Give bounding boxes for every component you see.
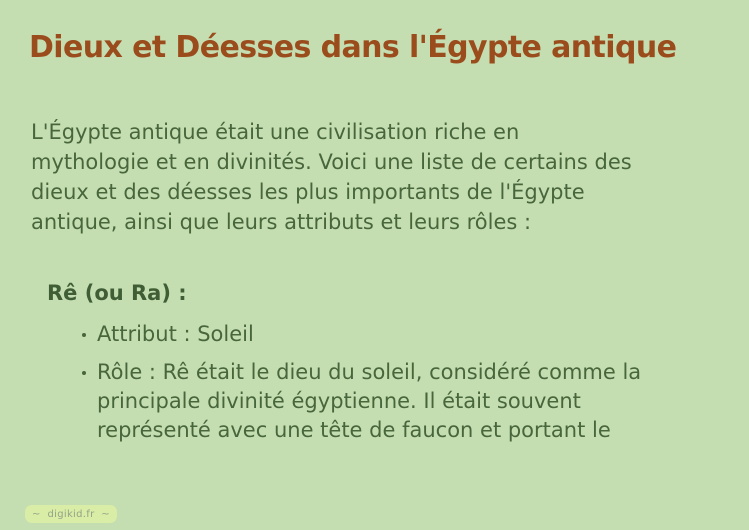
list-item-line: Attribut : Soleil (97, 322, 254, 346)
intro-line: mythologie et en divinités. Voici une liste de certains des (31, 150, 632, 174)
list-item-text (97, 358, 641, 445)
list-item (82, 320, 641, 349)
bullet-list (82, 320, 641, 454)
badge-brand-label: digikid.fr (47, 508, 95, 520)
bullet-dot-icon (82, 371, 86, 375)
bullet-dot-icon (82, 333, 86, 337)
list-item (82, 358, 641, 445)
list-item-line: Rôle : Rê était le dieu du soleil, considéré comme la (97, 360, 642, 384)
list-item-text (97, 320, 254, 349)
badge-tilde-left: ~ (32, 508, 41, 520)
intro-paragraph (31, 117, 632, 237)
intro-line: dieux et des déesses les plus importants de l'Égypte (31, 180, 585, 204)
list-item-line: représenté avec une tête de faucon et portant le (97, 418, 611, 442)
section-heading-re: Rê (ou Ra) : (47, 281, 187, 305)
digikid-watermark-badge (25, 505, 117, 523)
intro-line: L'Égypte antique était une civilisation riche en (31, 120, 520, 144)
badge-tilde-right: ~ (101, 508, 110, 520)
intro-line: antique, ainsi que leurs attributs et leurs rôles : (31, 210, 532, 234)
page-title: Dieux et Déesses dans l'Égypte antique (29, 30, 677, 65)
list-item-line: principale divinité égyptienne. Il était souvent (97, 389, 581, 413)
